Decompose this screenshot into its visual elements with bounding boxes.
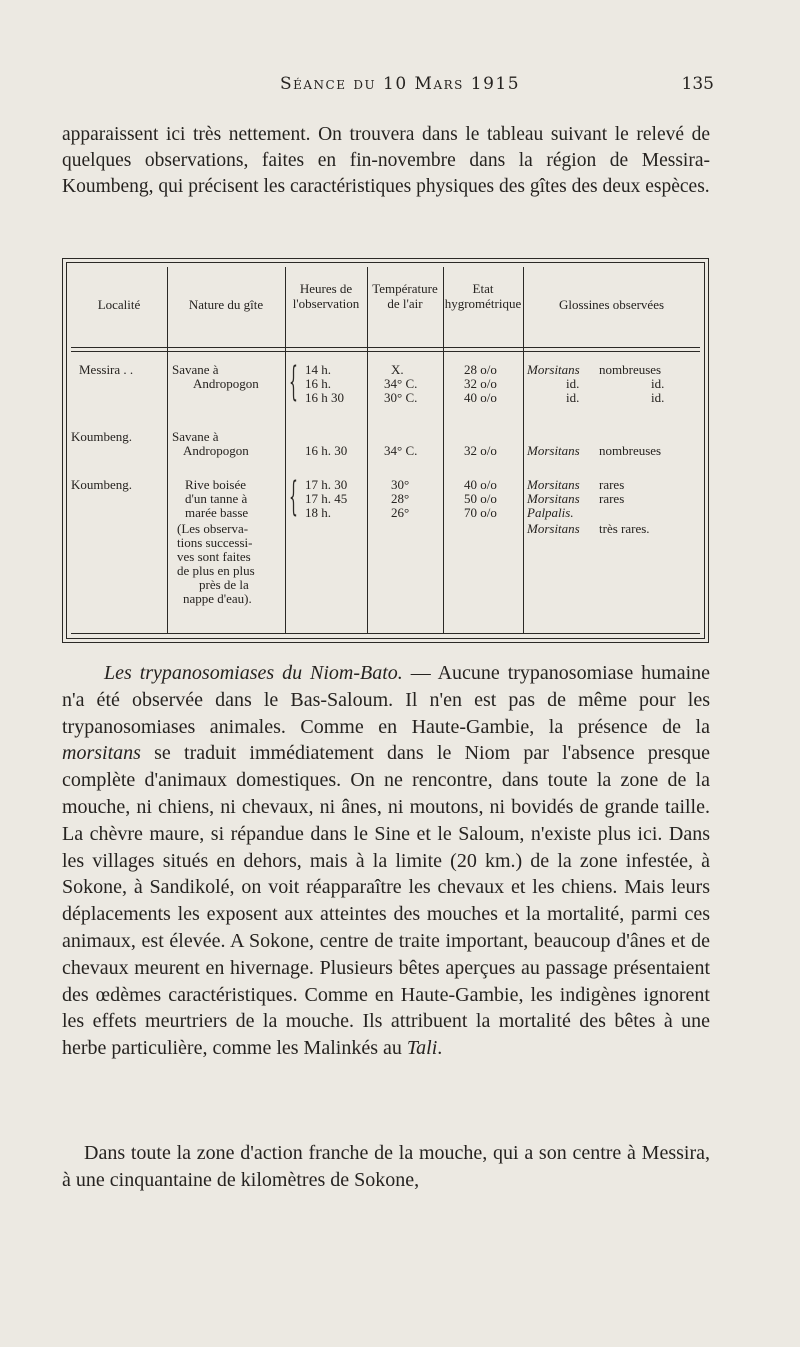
row3-nature-1: d'un tanne à (185, 491, 248, 506)
row3-heure-c: 18 h. (305, 505, 331, 520)
row3-glossines-rest-1: rares (599, 491, 625, 506)
row1-etat-b: 32 o/o (464, 376, 497, 391)
row1-temp-b: 34° C. (384, 376, 418, 391)
row3-nature-7: près de la (199, 577, 249, 592)
row2-localite: Koumbeng. (71, 429, 133, 444)
row3-nature-5: ves sont faites (177, 549, 251, 564)
row3-temp-a: 30° (391, 477, 410, 492)
row1-temp-a: X. (391, 362, 404, 377)
row1-id-a: id. (566, 376, 580, 391)
row3-brace-icon: { (289, 474, 298, 520)
section-text-3: . (437, 1037, 443, 1060)
row3-temp-b: 28° (391, 491, 410, 506)
header-temperature: Température de l'air (372, 281, 438, 311)
observations-table (62, 258, 709, 643)
row1-glossines-rest: nombreuses (599, 362, 662, 377)
row3-heure-b: 17 h. 45 (305, 491, 348, 506)
section-title: Les trypanosomiases du Niom-Bato. (104, 662, 403, 684)
row3-etat-a: 40 o/o (464, 477, 497, 492)
section-morsitans: morsitans (62, 742, 141, 765)
row3-nature-3: (Les observa- (177, 521, 249, 536)
row3-glossines-0: Morsitans (527, 477, 580, 492)
row1-temp-c: 30° C. (384, 390, 418, 405)
row3-glossines-1: Morsitans (527, 491, 580, 506)
row1-id-b: id. (651, 376, 665, 391)
row3-heure-a: 17 h. 30 (305, 477, 348, 492)
row3-nature-6: de plus en plus (177, 563, 255, 578)
row2-heure: 16 h. 30 (305, 443, 348, 458)
row3-localite: Koumbeng. (71, 477, 133, 492)
section-text-1: Aucune trypanosomiase humaine n'a été observée dans le Bas-Saloum. Il n'en est pas de même pour les trypanosomiases animales. Comme en Haute-Gambie, la présence de la (62, 662, 711, 738)
row1-etat-c: 40 o/o (464, 390, 497, 405)
intro-paragraph: apparaissent ici très nettement. On trouvera dans le tableau suivant le relevé de quelques observations, faites en fin-novembre dans la région de Messira-Koumbeng, qui précisent les caractéristiques physiques des gîtes des deux espèces. (62, 124, 710, 197)
row3-etat-b: 50 o/o (464, 491, 497, 506)
row1-localite: Messira . . (79, 362, 134, 377)
header-glossines: Glossines observées (558, 297, 665, 312)
section-paragraph (62, 660, 710, 1062)
row2-nature-line2: Andropogon (183, 443, 249, 458)
row1-nature-line1: Savane à (172, 362, 219, 377)
row3-nature-2: marée basse (185, 505, 249, 520)
row1-nature-line2: Andropogon (193, 376, 259, 391)
row1-heure-a: 14 h. (305, 362, 331, 377)
row3-glossines-2: Palpalis. (527, 505, 574, 520)
header-localite: Localité (97, 297, 141, 312)
page-number: 135 (681, 74, 714, 94)
row2-glossines-rest: nombreuses (599, 443, 662, 458)
header-etat: Etat hygrométrique (444, 281, 522, 311)
row2-temp: 34° C. (384, 443, 418, 458)
row3-nature-0: Rive boisée (185, 477, 247, 492)
row3-temp-c: 26° (391, 505, 410, 520)
row3-glossines-rest-3: très rares. (599, 521, 650, 536)
row3-glossines-3: Morsitans (527, 521, 580, 536)
running-title: Séance du 10 Mars 1915 (279, 74, 521, 94)
row1-id-d: id. (651, 390, 665, 405)
row1-etat-a: 28 o/o (464, 362, 497, 377)
row1-heure-c: 16 h 30 (305, 390, 344, 405)
row3-nature-8: nappe d'eau). (183, 591, 252, 606)
row1-heure-b: 16 h. (305, 376, 331, 391)
row2-glossines-species: Morsitans (527, 443, 580, 458)
row2-nature-line1: Savane à (172, 429, 219, 444)
header-heures: Heures de l'observation (292, 281, 360, 311)
header-nature: Nature du gîte (188, 297, 264, 312)
row1-brace-icon: { (289, 359, 298, 405)
row3-etat-c: 70 o/o (464, 505, 497, 520)
row3-glossines-rest-0: rares (599, 477, 625, 492)
row1-id-c: id. (566, 390, 580, 405)
section-text-2: se traduit immédiatement dans le Niom par l'absence presque complète d'animaux domestiques. On ne rencontre, dans toute la zone de la mouche, ni chiens, ni chevaux, ni ânes, ni moutons, ni bovidés de grande taille. La chèvre maure, si répandue dans le Sine et le Saloum, n'existe plus ici. Dans les villages situés en dehors, mais à la limite (20 km.) de la zone infestée, à Sokone, à Sandikolé, on voit réapparaître les chevaux et les chiens. Mais leurs déplacements les exposent aux atteintes des mouches et la mortalité, parmi ces animaux, est élevée. A Sokone, centre de traite important, beaucoup d'ânes et de chevaux meurent en hivernage. Plusieurs bêtes aperçues au passage présentaient des œdèmes caractéristiques. Comme en Haute-Gambie, les indigènes ignorent les effets meurtriers de la mouche. Ils attribuent la mortalité des bêtes à une herbe particulière, comme les Malinkés au (62, 742, 710, 1060)
row2-etat: 32 o/o (464, 443, 497, 458)
row3-nature-4: tions successi- (177, 535, 253, 550)
section-tali: Tali (406, 1037, 438, 1060)
section-dash: — (402, 662, 438, 684)
closing-paragraph: Dans toute la zone d'action franche de la mouche, qui a son centre à Messira, à une cinquantaine de kilomètres de Sokone, (62, 1142, 710, 1191)
row1-glossines-species: Morsitans (527, 362, 580, 377)
